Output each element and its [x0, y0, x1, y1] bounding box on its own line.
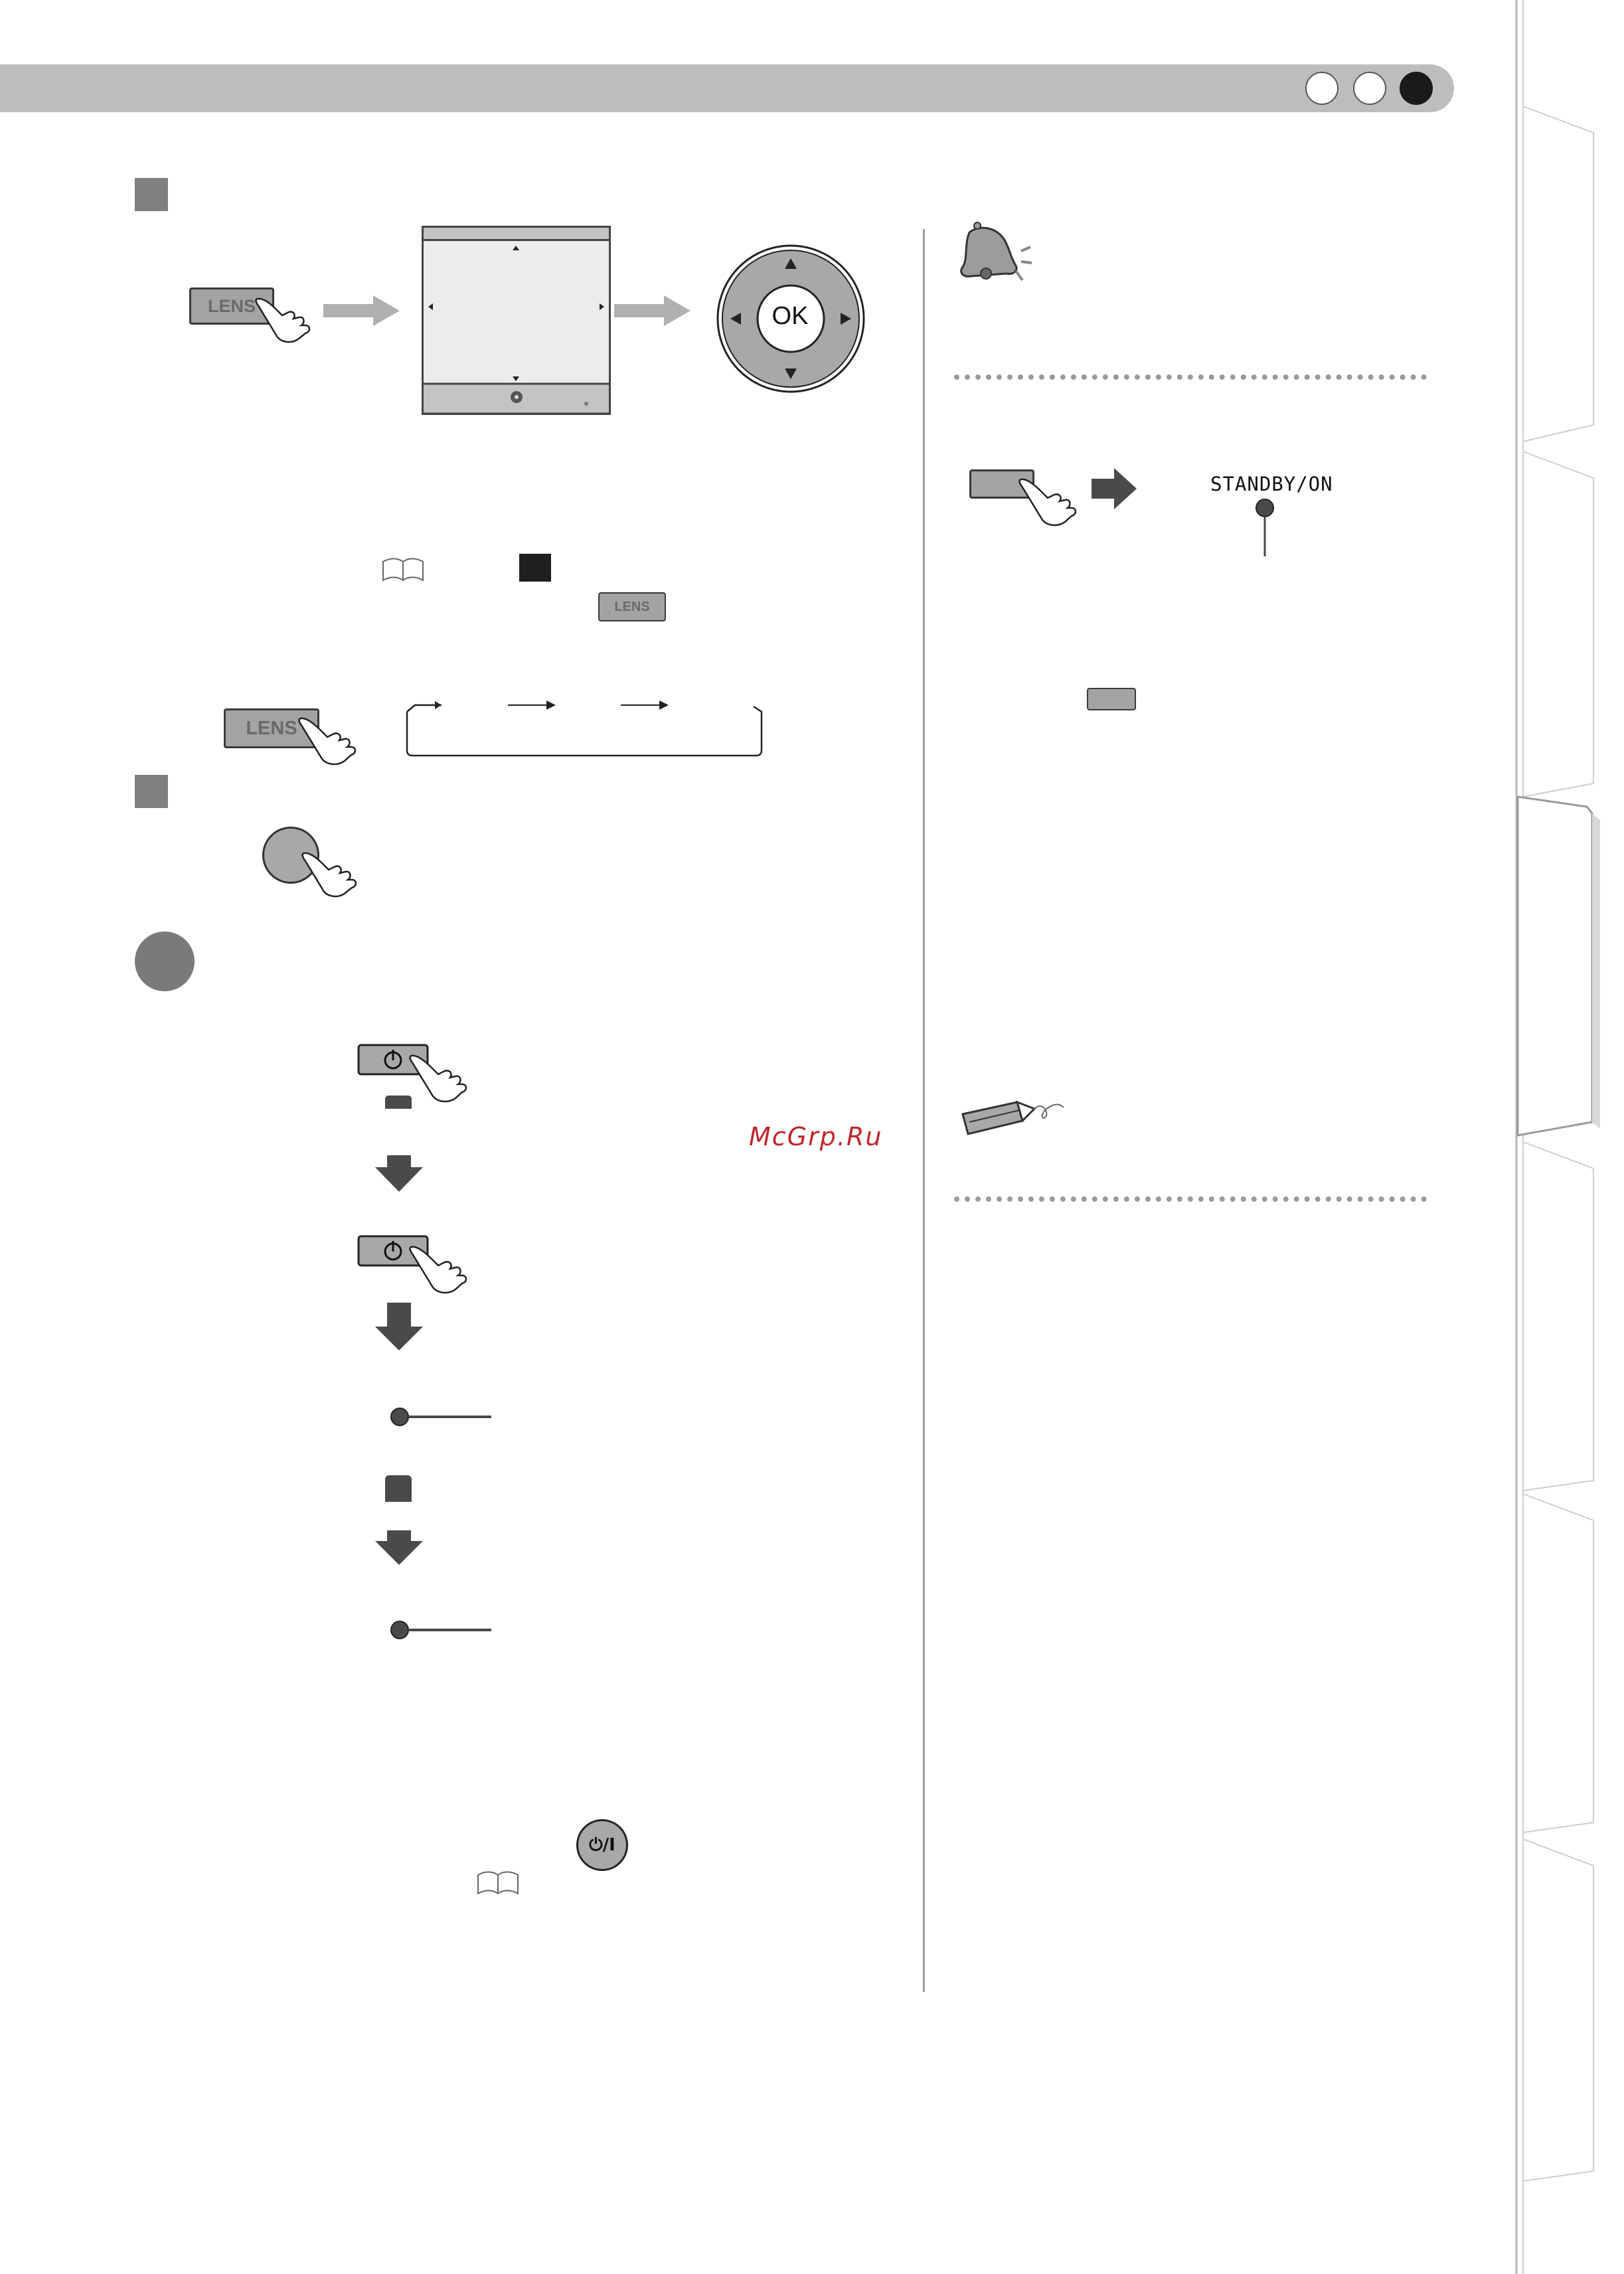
reference-black-square: [519, 554, 551, 582]
arrow-down-icon-2: [375, 1303, 423, 1350]
page-indicator-1: [1305, 72, 1339, 105]
lens-button-cycle[interactable]: LENS: [224, 708, 319, 748]
lens-button[interactable]: LENS: [189, 287, 274, 325]
page-indicator-2: [1353, 72, 1386, 105]
dotted-separator-1: [954, 374, 1427, 380]
lens-button-small[interactable]: LENS: [598, 592, 666, 621]
power-toggle-button[interactable]: ⏻/I: [576, 1819, 628, 1871]
header-bar: [0, 64, 1454, 112]
arrow-right-icon-2: [614, 294, 694, 327]
lens-cycle-diagram: [402, 697, 767, 758]
book-icon-2: [477, 1871, 520, 1895]
arrow-right-icon: [323, 294, 403, 327]
small-remote-button[interactable]: [1087, 688, 1136, 710]
book-icon: [382, 558, 425, 582]
page-indicator-3: [1400, 72, 1433, 105]
hand-pointer-icon: [252, 292, 319, 345]
bell-caution-icon: [949, 219, 1039, 292]
hand-pointer-icon-2: [295, 712, 368, 772]
dotted-separator-2: [954, 1196, 1427, 1202]
ok-button-label: OK: [771, 302, 809, 330]
watermark: McGrp.Ru: [749, 1122, 883, 1151]
arrow-down-icon: [375, 1155, 423, 1192]
indicator-led-line-2: [388, 1619, 495, 1641]
indicator-lamp-2: [385, 1475, 412, 1502]
indicator-lamp-1: [385, 1096, 412, 1109]
menu-screen: [422, 226, 611, 415]
step-circle-marker: [135, 932, 195, 991]
column-divider: [923, 229, 925, 1992]
hand-pointer-icon-5: [406, 1240, 479, 1300]
hand-pointer-icon-4: [406, 1049, 479, 1109]
arrow-down-icon-3: [375, 1530, 423, 1565]
section-marker-2: [135, 775, 168, 808]
standby-on-label: STANDBY/ON: [1210, 473, 1333, 495]
section-marker-1: [135, 178, 168, 211]
indicator-led-line: [388, 1406, 495, 1428]
side-tabs: [1514, 0, 1624, 2274]
arrow-right-dark-icon: [1092, 468, 1137, 509]
standby-indicator-led: [1254, 497, 1276, 558]
pencil-note-icon: [956, 1094, 1066, 1144]
hand-pointer-icon-6: [1016, 473, 1089, 532]
hand-pointer-icon-3: [299, 847, 365, 900]
